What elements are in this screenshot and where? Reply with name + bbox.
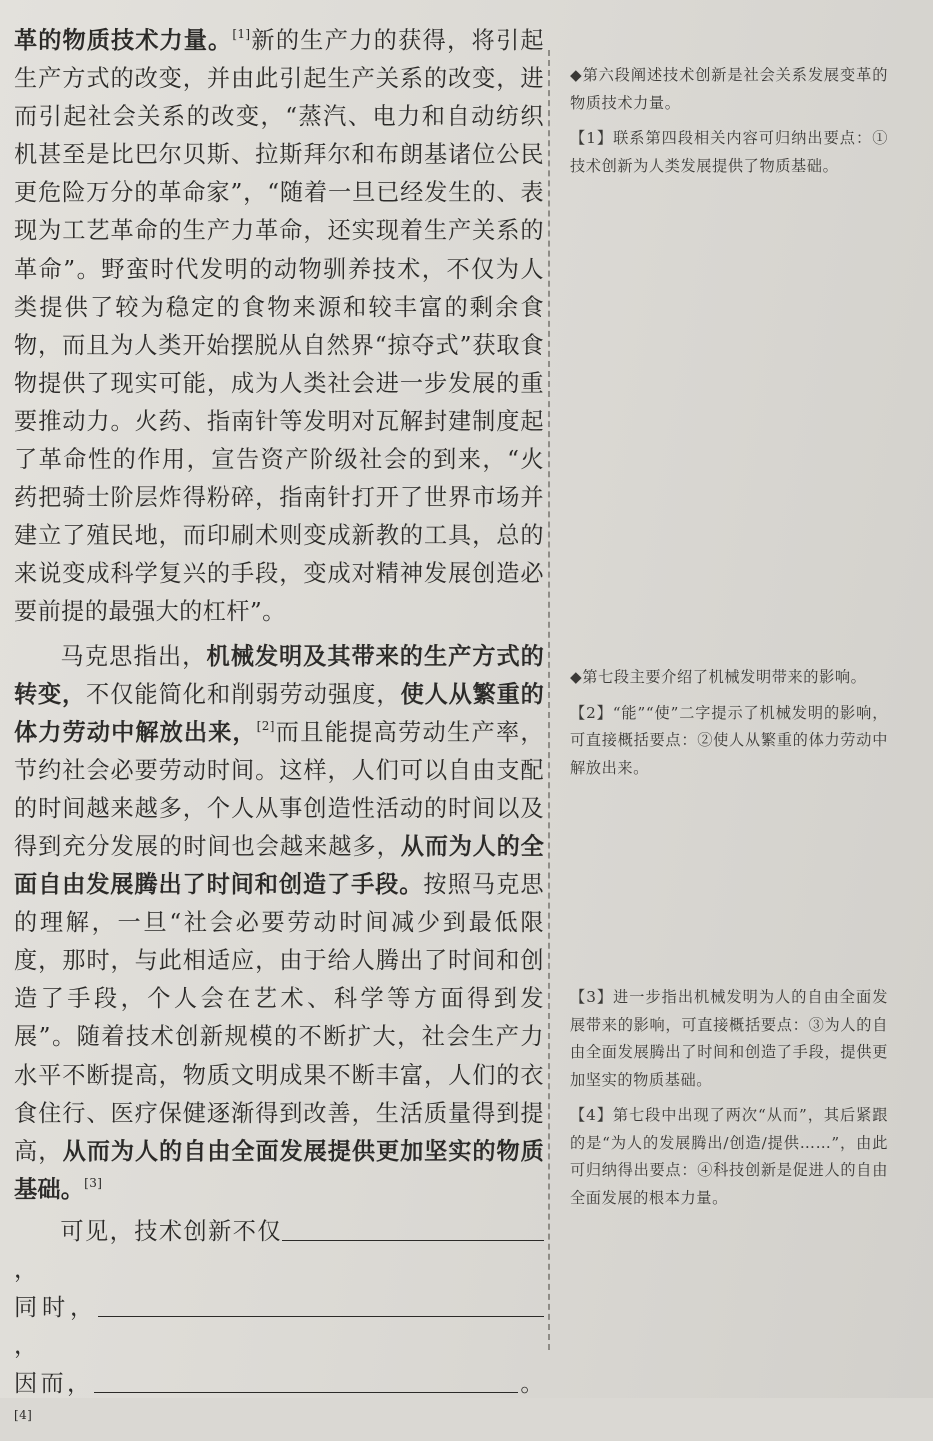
fill-line-2 [14, 1289, 544, 1365]
fill-prefix: 同时， [14, 1294, 98, 1322]
fill-line-3 [14, 1365, 544, 1441]
answer-blank-2[interactable] [98, 1296, 544, 1317]
margin-notes-middle [570, 664, 888, 790]
body-text: 按照马克思的理解，一旦“社会必要劳动时间减少到最低限度，那时，与此相适应，由于给人腾出了时间和创造了手段，个人会在艺术、科学等方面得到发展”。随着技术创新规模的不断扩大，社会生产力水平不断提高，物质文明成果不断丰富，人们的衣食住行、医疗保健逐渐得到改善，生活质量得到提高， [14, 871, 545, 1165]
margin-notes-bottom [570, 984, 888, 1220]
fill-suffix: ， [14, 1256, 38, 1283]
paragraph-6 [14, 22, 544, 632]
margin-note-summary: ◆第六段阐述技术创新是社会关系发展变革的物质技术力量。 [570, 66, 888, 112]
footnote-marker: [2] [256, 718, 275, 733]
key-sentence: 革的物质技术力量。 [14, 27, 233, 54]
key-sentence: 机械发明及其带来的生产方式的转变， [14, 642, 544, 708]
fill-suffix: 。 [517, 1370, 544, 1398]
body-text: 而且能提高劳动生产率，节约社会必要劳动时间。这样，人们可以自由支配的时间越来越多，个人从事创造性活动的时间以及得到充分发展的时间也会越来越多， [14, 718, 545, 860]
margin-note-4: 【4】第七段中出现了两次“从而”，其后紧跟的是“为人的发展腾出/创造/提供……”，由此可归纳得出要点：④科技创新是促进人的自由全面发展的根本力量。 [570, 1106, 888, 1207]
margin-note-3: 【3】进一步指出机械发明为人的自由全面发展带来的影响，可直接概括要点：③为人的自由全面发展腾出了时间和创造了手段，提供更加坚实的物质基础。 [570, 988, 888, 1089]
answer-blank-1[interactable] [282, 1220, 544, 1241]
key-sentence: 从而为人的全面自由发展腾出了时间和创造了手段。 [14, 832, 544, 899]
fill-in-question [14, 1213, 544, 1441]
key-sentence: 使人从繁重的体力劳动中解放出来， [14, 680, 544, 746]
main-text-column [14, 22, 544, 1441]
margin-note-summary: ◆第七段主要介绍了机械发明带来的影响。 [570, 668, 867, 686]
body-text: 马克思指出， [60, 642, 207, 670]
fill-line-1 [14, 1213, 544, 1289]
fill-prefix: 可见，技术创新不仅 [60, 1217, 282, 1245]
margin-note-2: 【2】“能”“使”二字提示了机械发明的影响，可直接概括要点：②使人从繁重的体力劳动中解放出来。 [570, 703, 888, 777]
fill-prefix: 因而， [14, 1370, 94, 1398]
paragraph-7 [14, 638, 544, 1209]
footnote-marker: [1] [232, 27, 251, 41]
key-sentence: 从而为人的自由全面发展提供更加坚实的物质基础。 [14, 1137, 544, 1203]
body-text: 新的生产力的获得，将引起生产方式的改变，并由此引起生产关系的改变，进而引起社会关系的改变，“蒸汽、电力和自动纺织机甚至是比巴尔贝斯、拉斯拜尔和布朗基诸位公民更危险万分的革命家”，“随着一旦已经发生的、表现为工艺革命的生产力革命，还实现着生产关系的革命”。野蛮时代发明的动物驯养技术，不仅为人类提供了较为稳定的食物来源和较丰富的剩余食物，而且为人类开始摆脱从自然界“掠夺式”获取食物提供了现实可能，成为人类社会进一步发展的重要推动力。火药、指南针等发明对瓦解封建制度起了革命性的作用，宣告资产阶级社会的到来，“火药把骑士阶层炸得粉碎，指南针打开了世界市场并建立了殖民地，而印刷术则变成新教的工具，总的来说变成科学复兴的手段，变成对精神发展创造必要前提的最强大的杠杆”。 [14, 27, 544, 626]
fill-suffix: ， [14, 1332, 38, 1360]
body-text: 不仅能简化和削弱劳动强度， [86, 680, 401, 708]
column-divider [548, 50, 550, 1350]
margin-notes-top [570, 62, 888, 188]
answer-blank-3[interactable] [94, 1372, 518, 1393]
footnote-marker: [4] [14, 1408, 33, 1423]
footnote-marker: [3] [84, 1175, 103, 1190]
margin-note-1: 【1】联系第四段相关内容可归纳出要点：①技术创新为人类发展提供了物质基础。 [570, 129, 888, 175]
